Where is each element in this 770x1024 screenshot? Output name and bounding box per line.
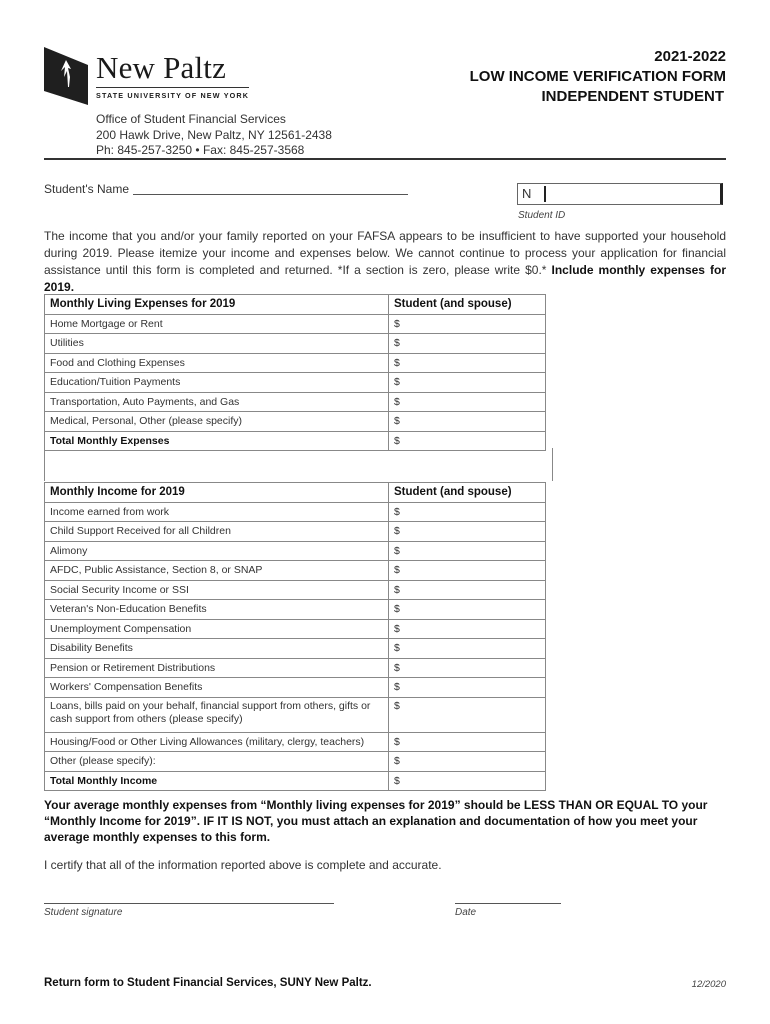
income-total-label: Total Monthly Income [45,771,389,791]
income-amount-field[interactable]: $ [389,541,546,561]
office-street: 200 Hawk Drive, New Paltz, NY 12561-2438 [96,127,332,142]
income-total-field[interactable]: $ [389,771,546,791]
expense-amount-field[interactable]: $ [389,314,546,334]
table-row [45,373,546,393]
office-phone: Ph: 845-257-3250 • Fax: 845-257-3568 [96,143,305,157]
office-address [96,112,332,159]
income-amount-field[interactable]: $ [389,658,546,678]
table-row [45,580,546,600]
office-name: Office of Student Financial Services [96,112,286,126]
income-amount-field[interactable]: $ [389,600,546,620]
income-amount-field[interactable]: $ [389,732,546,752]
expenses-header-label: Monthly Living Expenses for 2019 [45,295,389,315]
expense-amount-field[interactable]: $ [389,353,546,373]
expense-amount-field[interactable]: $ [389,412,546,432]
income-label: Social Security Income or SSI [45,580,389,600]
expense-label: Home Mortgage or Rent [45,314,389,334]
income-label: Loans, bills paid on your behalf, financial support from others, gifts or cash support from others (please specify) [45,697,389,732]
table-row [45,697,546,732]
form-title-sub: INDEPENDENT STUDENT [541,88,724,105]
income-table [44,482,546,791]
header-divider [44,158,726,160]
income-label: Child Support Received for all Children [45,522,389,542]
expense-amount-field[interactable]: $ [389,392,546,412]
table-row [45,541,546,561]
signature-field[interactable] [44,903,334,904]
income-label: Unemployment Compensation [45,619,389,639]
date-field[interactable] [455,903,561,904]
date-label: Date [455,907,477,918]
income-label: Disability Benefits [45,639,389,659]
table-row [45,314,546,334]
expenses-table [44,294,546,451]
table-row [45,678,546,698]
income-amount-field[interactable]: $ [389,639,546,659]
income-amount-field[interactable]: $ [389,502,546,522]
student-id-separator [544,186,546,202]
expense-label: Food and Clothing Expenses [45,353,389,373]
logo-wordmark: New Paltz [96,50,227,85]
certification-text: I certify that all of the information reported above is complete and accurate. [44,858,442,872]
income-amount-field[interactable]: $ [389,752,546,772]
expenses-income-note: Your average monthly expenses from “Monthly living expenses for 2019” should be LESS THAN OR EQUAL TO your “Monthly Income for 2019”. IF IT IS NOT, you must attach an explanation and documentation of how you meet your average monthly expenses to this form. [44,798,708,844]
student-name-field[interactable] [133,194,408,195]
income-label: AFDC, Public Assistance, Section 8, or SNAP [45,561,389,581]
intro-paragraph [44,228,726,296]
table-row [45,353,546,373]
logo-divider [96,87,249,88]
income-label: Housing/Food or Other Living Allowances (military, clergy, teachers) [45,732,389,752]
income-label: Alimony [45,541,389,561]
student-id-field[interactable] [517,183,723,205]
table-row [45,752,546,772]
income-label: Workers' Compensation Benefits [45,678,389,698]
table-row [45,600,546,620]
table-row [45,502,546,522]
new-paltz-logo-icon [44,47,88,105]
table-row [45,639,546,659]
form-title [470,47,726,107]
expense-amount-field[interactable]: $ [389,334,546,354]
logo-subtitle: STATE UNIVERSITY OF NEW YORK [96,91,250,100]
revision-date: 12/2020 [691,979,726,990]
student-id-label: Student ID [518,210,566,221]
expenses-header-col: Student (and spouse) [389,295,546,315]
expense-amount-field[interactable]: $ [389,373,546,393]
form-title-main: LOW INCOME VERIFICATION FORM [469,68,726,85]
income-amount-field[interactable]: $ [389,697,546,732]
income-header-col: Student (and spouse) [389,483,546,503]
income-amount-field[interactable]: $ [389,522,546,542]
expense-label: Utilities [45,334,389,354]
table-spacer [44,448,553,481]
income-amount-field[interactable]: $ [389,561,546,581]
income-label: Veteran's Non-Education Benefits [45,600,389,620]
income-label: Pension or Retirement Distributions [45,658,389,678]
income-amount-field[interactable]: $ [389,619,546,639]
table-row [45,334,546,354]
form-year: 2021-2022 [654,48,726,65]
student-id-prefix: N [522,186,532,201]
table-row [45,732,546,752]
table-row [45,522,546,542]
income-header-label: Monthly Income for 2019 [45,483,389,503]
student-name-label: Student's Name [44,182,130,196]
expenses-total-field[interactable]: $ [389,431,546,451]
income-label: Income earned from work [45,502,389,522]
table-row [45,658,546,678]
expense-label: Medical, Personal, Other (please specify) [45,412,389,432]
table-row [45,561,546,581]
income-amount-field[interactable]: $ [389,580,546,600]
intro-text: The income that you and/or your family reported on your FAFSA appears to be insufficient to have supported your household during 2019. Please itemize your income and expenses below. We cannot continue to process your application for financial assistance until this form is completed and returned. *If a section is zero, please write $0.* [44,229,726,277]
expense-label: Education/Tuition Payments [45,373,389,393]
table-row [45,412,546,432]
expenses-total-label: Total Monthly Expenses [45,431,389,451]
total-row [45,771,546,791]
table-row [45,619,546,639]
table-row [45,392,546,412]
expense-label: Transportation, Auto Payments, and Gas [45,392,389,412]
income-label: Other (please specify): [45,752,389,772]
intro-bold: Include monthly expenses for 2019. [44,263,726,294]
income-amount-field[interactable]: $ [389,678,546,698]
return-instructions: Return form to Student Financial Services, SUNY New Paltz. [44,977,372,989]
signature-label: Student signature [44,907,123,918]
